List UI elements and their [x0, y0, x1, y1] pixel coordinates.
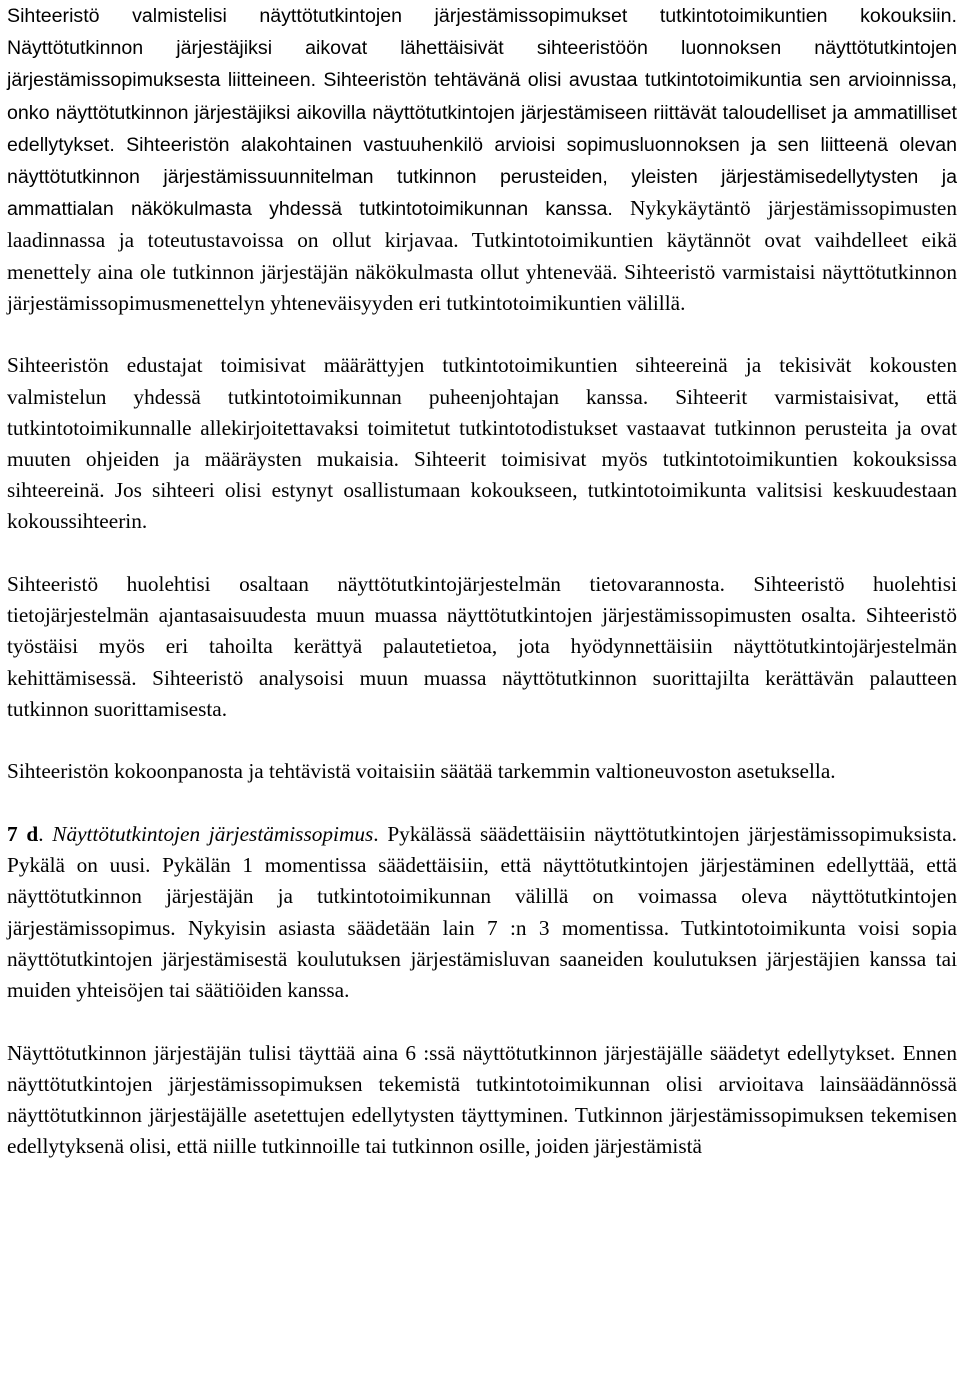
paragraph-decree: Sihteeristön kokoonpanosta ja tehtävistä voitaisiin säätää tarkemmin valtioneuvoston asetuksella. — [7, 759, 836, 784]
paragraph-section-7d — [7, 819, 957, 1006]
section-body: . Pykälässä säädettäisiin näyttötutkintojen järjestämissopimuksista. Pykälä on uusi. Pykälän 1 momentissa säädettäisiin, että näyttötutkintojen järjestäminen edellyttää, että näyttötutkinnon järjestäjän ja tutkintotoimikunnan välillä on voimassa oleva näyttötutkintojen järjestämissopimus. Nykyisin asiasta säädetään lain 7 :n 3 momentissa. Tutkintotoimikunta voisi sopia näyttötutkintojen järjestämisestä koulutuksen järjestämisluvan saaneiden koulutuksen järjestäjien kanssa tai muiden yhteisöjen tai säätiöiden kanssa. — [7, 822, 957, 1003]
paragraph-secretariat-preparation — [7, 0, 957, 319]
paragraph-serif-text: Nykykäytäntö järjestämissopimusten laadinnassa ja toteutustavoissa on ollut kirjavaa. Tutkintotoimikuntien käytännöt ovat vaihdelleet eikä menettely aina ole tutkinnon järjestäjän näkökulmasta ollut yhtenevää. Sihteeristö varmistaisi näyttötutkinnon järjestämissopimusmenettelyn yhteneväisyyden eri tutkintotoimikuntien välillä. — [7, 196, 957, 315]
paragraph-secretaries-role: Sihteeristön edustajat toimisivat määrättyjen tutkintotoimikuntien sihteereinä ja tekisivät kokousten valmistelun yhdessä tutkintotoimikunnan puheenjohtajan kanssa. Sihteerit varmistaisivat, että tutkintotoimikunnalle allekirjoitettavaksi toimitetut tutkintotodistukset vastaavat tutkinnon perusteita ja ovat muuten ohjeiden ja määräysten mukaisia. Sihteerit toimisivat myös tutkintotoimikuntien kokouksissa sihteereinä. Jos sihteeri olisi estynyt osallistumaan kokoukseen, tutkintotoimikunta valitsisi keskuudestaan kokoussihteerin. — [7, 353, 957, 534]
paragraph-information-repository: Sihteeristö huolehtisi osaltaan näyttötutkintojärjestelmän tietovarannosta. Sihteeristö huolehtisi tietojärjestelmän ajantasaisuudesta muun muassa näyttötutkintojen järjestämissopimusten osalta. Sihteeristö työstäisi myös eri tahoilta kerättyä palautetietoa, jota hyödynnettäisiin näyttötutkintojärjestelmän kehittämisessä. Sihteeristö analysoisi muun muassa näyttötutkinnon suorittajilta kerättävän palautteen tutkinnon suorittamisesta. — [7, 572, 957, 721]
paragraph-sans-text: Sihteeristö valmistelisi näyttötutkintojen järjestämissopimukset tutkintotoimikuntien kokouksiin. Näyttötutkinnon järjestäjiksi aikovat lähettäisivät sihteeristöön luonnoksen näyttötutkintojen järjestämissopimuksesta liitteineen. Sihteeristön tehtävänä olisi avustaa tutkintotoimikuntia sen arvioinnissa, onko näyttötutkinnon järjestäjiksi aikovilla näyttötutkintojen järjestämiseen riittävät taloudelliset ja ammatilliset edellytykset. Sihteeristön alakohtainen vastuuhenkilö arvioisi sopimusluonnoksen ja sen liitteenä olevan näyttötutkinnon järjestämissuunnitelman tutkinnon perusteiden, yleisten järjestämisedellytysten ja ammattialan näkökulmasta yhdessä tutkintotoimikunnan kanssa. — [7, 5, 957, 221]
section-number-separator: . — [38, 822, 53, 847]
section-title: Näyttötutkintojen järjestämissopimus — [52, 822, 374, 847]
paragraph-organizer-requirements: Näyttötutkinnon järjestäjän tulisi täyttää aina 6 :ssä näyttötutkinnon järjestäjälle säädetyt edellytykset. Ennen näyttötutkintojen järjestämissopimuksen tekemistä tutkintotoimikunnan olisi arvioitava lainsäädännössä näyttötutkinnon järjestäjälle asetettujen edellytysten täyttyminen. Tutkinnon järjestämissopimuksen tekemisen edellytyksenä olisi, että niille tutkinnoille tai tutkinnon osille, joiden järjestämistä — [7, 1040, 957, 1159]
document-page — [7, 0, 957, 1162]
section-number: 7 d — [7, 822, 39, 847]
